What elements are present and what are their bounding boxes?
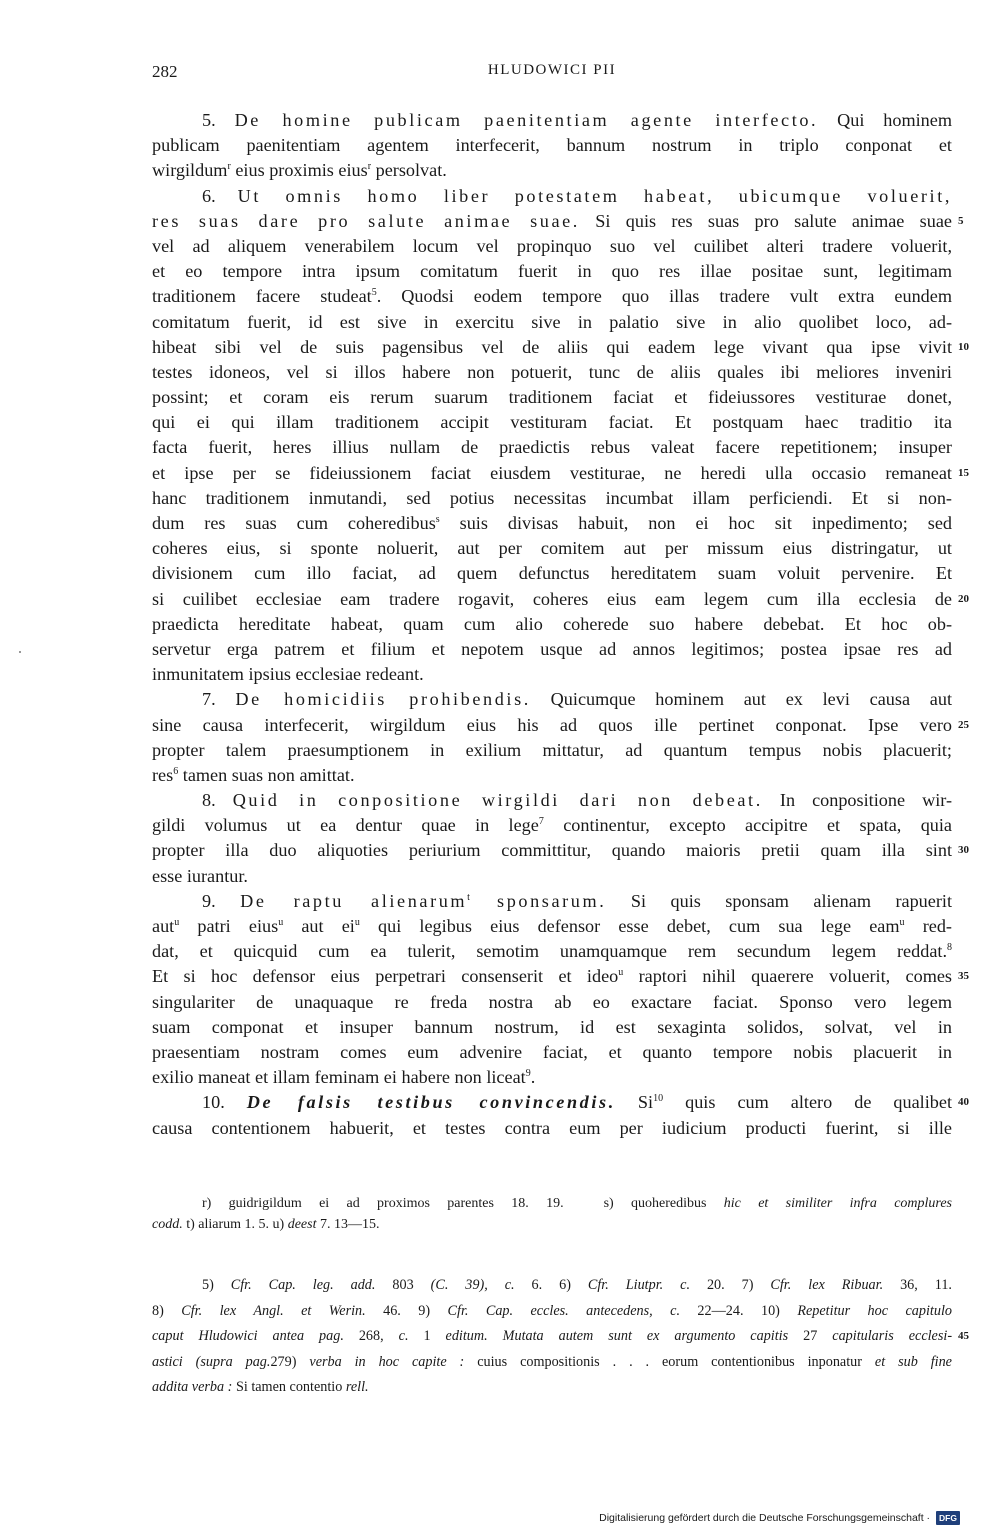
text-span: suam componat et insuper bannum nostrum, id est sexaginta solidos, solvat, vel in: [152, 1016, 952, 1037]
italic-text: Repetitur hoc capitulo: [797, 1302, 952, 1319]
text-line: [152, 108, 952, 133]
text-line: [152, 1090, 969, 1115]
text-line: [152, 259, 952, 284]
page-header: [152, 62, 952, 88]
text-span: . Quodsi eodem tempore quo illas tradere vult extra eundem: [376, 286, 953, 307]
text-span: 36, 11.: [883, 1277, 952, 1293]
text-line: [152, 1214, 952, 1235]
text-line: [152, 990, 952, 1015]
text-span: facta fuerit, heres illius nullam de praedictis rebus valeat facere repetitionem; insuper: [152, 437, 952, 458]
footnote-marker: 9: [525, 1068, 531, 1080]
text-span: t) aliarum 1. 5. u): [182, 1217, 288, 1232]
text-line: [152, 637, 952, 662]
text-span: propter talem praesumptionem in exilium mittatur, ad quantum tempus nobis placuerit;: [152, 739, 952, 760]
footnote-marker: u: [278, 917, 284, 928]
text-line: [152, 1350, 952, 1376]
digitization-text: Digitalisierung gefördert durch die Deutsche Forschungsgemeinschaft ·: [599, 1512, 931, 1524]
text-span: qui ei qui illam traditionem accipit vestituram faciat. Et postquam haec traditio ita: [152, 412, 952, 433]
text-line: [152, 1193, 952, 1214]
footnote-marker: u: [174, 917, 180, 928]
text-span: servetur erga patrem et filium et nepotem usque ad annos legitimos; postea ipsae res ad: [152, 638, 952, 659]
text-span: tamen suas non amittat.: [178, 764, 355, 785]
text-line: [152, 209, 964, 234]
text-span: aut: [152, 916, 175, 936]
italic-text: Cfr. Liutpr. c.: [587, 1277, 690, 1293]
text-span: propter illa duo aliquoties periurium committitur, quando maioris pretii quam illa sint: [152, 840, 952, 861]
text-span: Qui hominem: [818, 110, 952, 130]
text-line: [152, 385, 952, 410]
footnote-marker: r: [367, 161, 372, 173]
text-span: s) quoheredibus: [603, 1196, 724, 1211]
text-span: praesentiam nostram comes eum advenire faciat, et quanto tempore nobis placuerit in: [152, 1041, 952, 1062]
text-span: esse iurantur.: [152, 865, 248, 886]
margin-line-number: 45: [958, 1330, 969, 1342]
italic-text: et sub fine: [874, 1353, 952, 1370]
text-span: inmunitatem ipsius ecclesiae redeant.: [152, 664, 424, 685]
text-span: singulariter de unaquaque re freda nostra ab eo exactare faciat. Sponso vero legem: [152, 991, 952, 1012]
chapter-heading: Quid in conpositione wirgildi dari non debeat.: [232, 790, 763, 811]
margin-line-number: 35: [958, 970, 969, 983]
footnote-marker: t: [467, 891, 470, 903]
text-span: 6. 6): [514, 1277, 588, 1293]
text-line: [152, 864, 952, 889]
italic-text: Cfr. lex Ribuar.: [770, 1277, 884, 1293]
text-line: [152, 612, 952, 637]
footnote-marker: u: [618, 967, 624, 979]
text-span: et eo tempore intra ipsum comitatum fuerit in quo res illae positae sunt, legitimam: [152, 261, 952, 282]
text-span: Quicumque hominem aut ex levi causa aut: [530, 689, 952, 710]
margin-line-number: 15: [958, 466, 969, 479]
text-span: causa contentionem habuerit, et testes contra eum per iudicium producti fuerint, si ille: [152, 1117, 952, 1138]
italic-text: codd.: [152, 1217, 183, 1232]
text-line: [152, 1015, 952, 1040]
text-span: 7. 13—15.: [316, 1217, 380, 1232]
text-span: hibeat sibi vel de suis pagensibus vel de aliis qui eadem lege vivant qua ipse vivit: [152, 336, 952, 357]
text-span: 803: [375, 1277, 431, 1293]
margin-dot: [19, 651, 21, 653]
text-span: wirgildum: [152, 160, 228, 181]
text-line: [152, 889, 952, 914]
text-line: [152, 360, 952, 385]
text-span: eius proximis eius: [230, 160, 368, 181]
text-line: [152, 687, 952, 712]
text-span: 10.: [202, 1092, 247, 1113]
text-span: hanc traditionem inmutandi, sed potius necessitas incumbat illam perficiendi. Et si non-: [152, 487, 952, 508]
margin-line-number: 10: [958, 340, 969, 353]
text-line: [152, 1299, 952, 1325]
text-line: [152, 410, 952, 435]
footnote-marker: 5: [371, 287, 377, 299]
text-span: possint; et coram eis rerum suarum traditionem faciat et fideiussores vestiturae donet,: [152, 387, 952, 408]
italic-text: rell.: [345, 1379, 369, 1395]
chapter-heading: res suas dare pro salute animae suae.: [152, 210, 580, 231]
chapter-heading: De falsis testibus convincendis.: [246, 1092, 616, 1113]
footnote-marker: 10: [653, 1093, 664, 1105]
text-span: 8.: [202, 790, 233, 811]
text-span: 27: [788, 1328, 833, 1344]
text-line: [152, 662, 952, 687]
text-span: patri eius: [179, 916, 279, 936]
running-head: HLUDOWICI PII: [487, 62, 617, 78]
text-line: [152, 335, 969, 360]
text-span: dum res suas cum coheredibus: [152, 513, 436, 533]
text-span: si cuilibet ecclesiae eam tradere rogavit, coheres eius eam legem cum illa ecclesia de: [152, 588, 952, 609]
text-span: dat, et quicquid cum ea tulerit, semotim unamquamque rem secundum legem reddat.: [152, 941, 947, 962]
text-line: [152, 561, 952, 586]
italic-text: astici (supra pag.: [152, 1353, 271, 1370]
italic-text: addita verba :: [152, 1379, 233, 1395]
margin-line-number: 20: [958, 592, 969, 605]
text-span: et ipse per se fideiussionem faciat eiusdem vestiturae, ne heredi ulla occasio remaneat: [152, 462, 952, 483]
text-span: 46. 9): [365, 1302, 448, 1319]
chapter-heading: Ut omnis homo liber potestatem habeat, ubicumque voluerit,: [237, 185, 953, 206]
text-line: [152, 914, 952, 939]
text-line: [152, 763, 952, 788]
text-line: [152, 133, 952, 158]
italic-text: hic et similiter infra complures: [723, 1196, 952, 1211]
text-span: 1: [408, 1328, 446, 1344]
text-span: testes idoneos, vel si illos habere non potuerit, tunc de aliis quales ibi meliores inveniri: [152, 361, 952, 382]
chapter-heading: De homine publicam paenitentiam agente interfecto.: [234, 110, 819, 130]
text-span: 279): [270, 1353, 310, 1370]
digitization-credit: [599, 1511, 960, 1525]
text-span: vel ad aliquem venerabilem locum vel propinquo suo vel cuilibet alteri tradere voluerit,: [152, 235, 952, 256]
margin-line-number: 40: [958, 1096, 969, 1109]
text-span: qui legibus eius defensor esse debet, cum sua lege eam: [359, 916, 900, 936]
text-span: Si quis res suas pro salute animae suae: [579, 210, 952, 231]
text-span: traditionem facere studeat: [152, 286, 372, 307]
italic-text: Cfr. lex Angl. et Werin.: [181, 1302, 366, 1319]
text-span: persolvat.: [371, 160, 447, 181]
chapter-heading: De homicidiis prohibendis.: [235, 689, 531, 710]
text-line: [152, 1116, 952, 1141]
text-line: [152, 1375, 952, 1401]
text-span: continentur, excepto accipitre et spata, quia: [543, 815, 953, 836]
text-line: [152, 587, 969, 612]
text-span: quis cum altero de qualibet: [663, 1092, 953, 1113]
text-span: praedicta hereditate habeat, quam cum alio coherede suo habere debebat. Et hoc ob-: [152, 613, 952, 634]
text-line: [152, 536, 952, 561]
margin-line-number: 30: [958, 844, 969, 857]
footnote-marker: s: [435, 514, 440, 525]
italic-text: Cfr. Cap. eccles. antecedens, c.: [447, 1302, 680, 1319]
variant-footnotes: [152, 1193, 952, 1235]
text-span: .: [530, 1067, 536, 1088]
source-footnotes: [152, 1273, 969, 1401]
text-line: [152, 461, 969, 486]
text-span: res: [152, 764, 174, 785]
text-line: [152, 1040, 952, 1065]
italic-text: verba in hoc capite :: [309, 1353, 465, 1370]
margin-line-number: 25: [958, 718, 969, 731]
text-line: [152, 435, 952, 460]
text-line: [152, 1065, 952, 1090]
text-span: sine causa interfecerit, wirgildum eius his ad quos ille pertinet conponat. Ipse vero: [152, 714, 952, 735]
text-line: [152, 486, 952, 511]
chapter-heading: De raptu alienarum: [240, 890, 468, 911]
footnote-marker: r: [227, 161, 231, 173]
text-span: 5.: [202, 110, 235, 130]
text-span: 6.: [202, 185, 238, 206]
footnote-marker: u: [899, 917, 905, 928]
text-span: 8): [152, 1302, 182, 1319]
text-span: 22—24. 10): [680, 1302, 798, 1319]
chapter-heading: sponsarum.: [469, 890, 607, 911]
text-span: raptori nihil quaerere voluerit, comes: [623, 966, 952, 987]
text-span: Et si hoc defensor eius perpetrari consenserit et ideo: [152, 966, 619, 987]
italic-text: deest: [287, 1217, 317, 1232]
footnote-marker: 7: [538, 816, 544, 828]
text-span: 20. 7): [690, 1277, 771, 1293]
text-line: [152, 158, 952, 183]
text-line: [152, 511, 952, 536]
text-span: coheres eius, si sponte noluerit, aut per comitem aut per missum eius distringatur, ut: [152, 538, 952, 559]
text-span: 5): [202, 1277, 231, 1293]
main-text: [152, 108, 969, 1141]
text-span: gildi volumus ut ea dentur quae in lege: [152, 815, 539, 836]
dfg-logo: DFG: [936, 1511, 960, 1525]
italic-text: c.: [398, 1328, 409, 1344]
text-span: Si tamen contentio: [232, 1379, 346, 1395]
text-span: comitatum fuerit, id est sive in exercitu sive in palatio sive in alio quolibet loco, ad-: [152, 311, 952, 332]
text-span: Si: [615, 1092, 654, 1113]
italic-text: capitularis ecclesi-: [832, 1328, 953, 1344]
italic-text: (C. 39), c.: [430, 1277, 515, 1293]
text-span: Si quis sponsam alienam rapuerit: [606, 890, 953, 911]
text-span: red-: [904, 916, 952, 936]
footnote-marker: 6: [173, 765, 179, 777]
italic-text: editum. Mutata autem sunt ex argumento capitis: [445, 1328, 789, 1344]
text-line: [152, 284, 952, 309]
text-line: [152, 964, 969, 989]
text-span: suis divisas habuit, non ei hoc sit inpedimento; sed: [439, 513, 952, 533]
text-span: aut ei: [283, 916, 355, 936]
text-span: In conpositione wir-: [762, 790, 953, 811]
text-line: [152, 184, 952, 209]
text-span: 268,: [343, 1328, 399, 1344]
text-line: [152, 310, 952, 335]
text-line: [152, 1324, 969, 1350]
text-line: [152, 788, 952, 813]
text-line: [152, 939, 952, 964]
text-line: [152, 234, 952, 259]
text-span: publicam paenitentiam agentem interfecerit, bannum nostrum in triplo conponat et: [152, 135, 952, 156]
italic-text: caput Hludowici antea pag.: [152, 1328, 344, 1344]
text-line: [152, 713, 969, 738]
text-span: r) guidrigildum ei ad proximos parentes 18. 19.: [202, 1196, 564, 1211]
footnote-marker: u: [354, 917, 360, 928]
text-span: cuius compositionis . . . eorum contentionibus inponatur: [464, 1353, 875, 1370]
text-line: [152, 1273, 952, 1299]
footnote-marker: 8: [947, 942, 952, 954]
text-line: [152, 838, 969, 863]
margin-line-number: 5: [958, 214, 964, 227]
text-span: divisionem cum illo faciat, ad quem defunctus hereditatem suam voluit pervenire. Et: [152, 563, 952, 584]
text-span: exilio maneat et illam feminam ei habere non liceat: [152, 1067, 526, 1088]
text-line: [152, 813, 952, 838]
page-number: 282: [152, 62, 178, 81]
italic-text: Cfr. Cap. leg. add.: [230, 1277, 376, 1293]
text-span: 7.: [202, 689, 236, 710]
text-span: 9.: [202, 890, 241, 911]
text-line: [152, 738, 952, 763]
